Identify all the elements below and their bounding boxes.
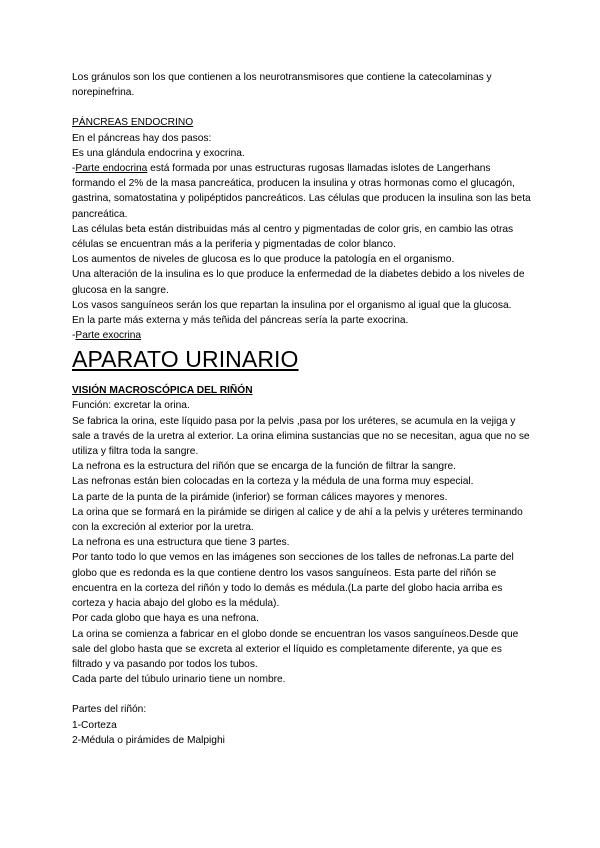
list-item-medula: 2-Médula o pirámides de Malpighi <box>72 734 225 746</box>
paragraph-vasos: Los vasos sanguíneos serán los que repartan la insulina por el organismo al igual que la glucosa. <box>72 299 512 311</box>
paragraph-diabetes: Una alteración de la insulina es lo que produce la enfermedad de la diabetes debido a los niveles de glucosa en la sangre. <box>72 269 525 296</box>
dash: - <box>72 330 76 342</box>
paragraph-nefronas-colocadas: Las nefronas están bien colocadas en la corteza y la médula de una forma muy especial. <box>72 476 474 488</box>
document-page <box>72 70 532 748</box>
paragraph-orina-comienza: La orina se comienza a fabricar en el globo donde se encuentran los vasos sanguíneos.Desde que sale del globo hasta que se excreta al exterior el líquido es completamente diferente, ya que es filtrado y va pasando por todos los tubos. <box>72 628 519 670</box>
paragraph-fabrica-orina: Se fabrica la orina, este líquido pasa por la pelvis ,pasa por los uréteres, se acumula en la vejiga y sale a través de la uretra al exterior. La orina elimina sustancias que no se necesitan, agua que no se utiliza y filtra toda la sangre. <box>72 415 530 458</box>
paragraph-parte-exocrina <box>72 328 532 343</box>
subheading-parte-endocrina: Parte endocrina <box>75 163 148 175</box>
partes-rinon-title: Partes del riñón: <box>72 704 147 716</box>
paragraph-glucosa: Los aumentos de niveles de glucosa es lo que produce la patología en el organismo. <box>72 254 455 266</box>
blank-line <box>72 687 532 702</box>
parte-endocrina-text: está formada por unas estructuras rugosas llamadas islotes de Langerhans formando el 2% de la masa pancreática, producen la insulina y otras hormonas como el glucagón, gastrina, somatostatina y polipéptidos pancreáticos. Las células que producen la insulina son las beta pancreática. <box>72 163 531 220</box>
heading-pancreas-endocrino: PÁNCREAS ENDOCRINO <box>72 117 194 129</box>
paragraph-por-cada-globo: Por cada globo que haya es una nefrona. <box>72 613 259 625</box>
heading-vision-macroscopica: VISIÓN MACROSCÓPICA DEL RIÑÓN <box>72 385 253 397</box>
subheading-parte-exocrina: Parte exocrina <box>75 330 142 342</box>
paragraph-parte-endocrina <box>72 161 532 222</box>
paragraph-pasos: En el páncreas hay dos pasos: <box>72 132 212 144</box>
blank-line <box>72 100 532 115</box>
paragraph-glandula: Es una glándula endocrina y exocrina. <box>72 147 245 159</box>
paragraph-granulos: Los gránulos son los que contienen a los neurotransmisores que contiene la catecolaminas y norepinefrina. <box>72 72 492 99</box>
paragraph-parte-externa: En la parte más externa y más teñida del páncreas sería la parte exocrina. <box>72 315 409 327</box>
paragraph-celulas-beta: Las células beta están distribuidas más al centro y pigmentadas de color gris, en cambio las otras células se encuentran más a la periferia y pigmentadas de color blanco. <box>72 223 514 251</box>
paragraph-cada-parte: Cada parte del túbulo urinario tiene un nombre. <box>72 674 286 686</box>
paragraph-nefrona-estructura: La nefrona es la estructura del riñón que se encarga de la función de filtrar la sangre. <box>72 461 456 473</box>
paragraph-tres-partes: La nefrona es una estructura que tiene 3 partes. <box>72 537 290 549</box>
paragraph-orina-piramide: La orina que se formará en la pirámide se dirigen al calice y de ahí a la pelvis y uréteres terminando con la excreción al exterior por la uretra. <box>72 506 523 534</box>
section-title: APARATO URINARIO <box>72 346 299 373</box>
list-item-corteza: 1-Corteza <box>72 719 117 731</box>
paragraph-funcion: Función: excretar la orina. <box>72 400 190 412</box>
dash: - <box>72 163 76 175</box>
paragraph-punta-piramide: La parte de la punta de la pirámide (inferior) se forman cálices mayores y menores. <box>72 491 448 503</box>
paragraph-por-tanto: Por tanto todo lo que vemos en las imágenes son secciones de los talles de nefronas.La parte del globo que es redonda es la que contiene dentro los vasos sanguíneos. Esta parte del riñón se encuentra en la corteza del riñón y todo lo demás es médula.(La parte del globo hacia arriba es corteza y hacia abajo del globo es la médula). <box>72 552 514 610</box>
